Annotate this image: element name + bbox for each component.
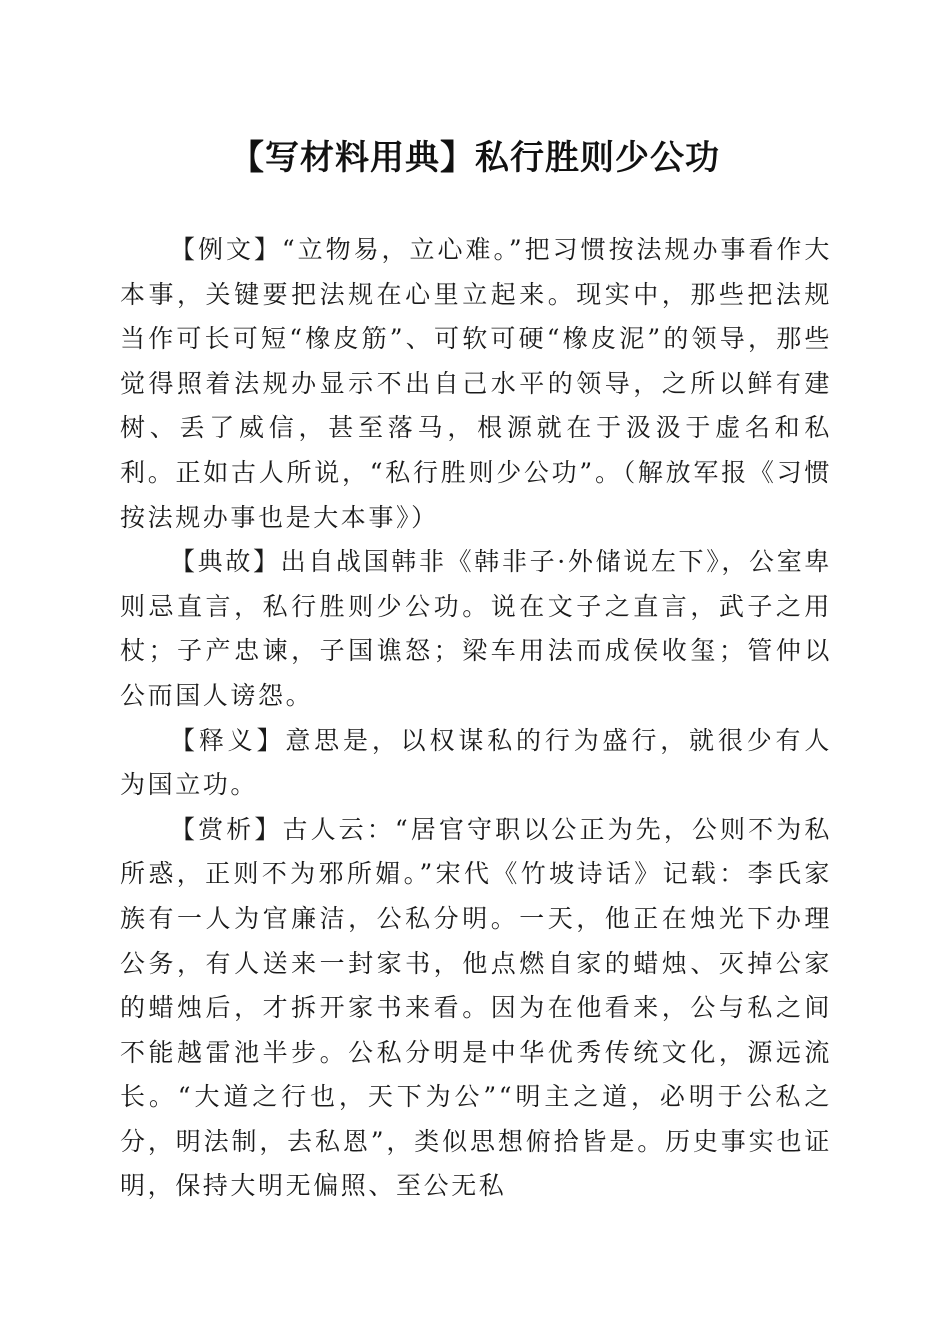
document-body bbox=[120, 228, 832, 1209]
paragraph-text-meaning: 意思是，以权谋私的行为盛行，就很少有人为国立功。 bbox=[120, 725, 832, 800]
paragraph-allusion bbox=[120, 540, 832, 718]
paragraph-text-example: “立物易，立心难。”把习惯按法规办事看作大本事，关键要把法规在心里立起来。现实中，那些把法规当作可长可短“橡皮筋”、可软可硬“橡皮泥”的领导，那些觉得照着法规办显示不出自己水平的领导，之所以鲜有建树、丢了威信，甚至落马，根源就在于汲汲于虚名和私利。正如古人所说，“私行胜则少公功”。（解放军报《习惯按法规办事也是大本事》） bbox=[120, 235, 832, 532]
paragraph-appreciation bbox=[120, 808, 832, 1209]
section-tag-appreciation: 【赏析】 bbox=[170, 814, 283, 844]
section-tag-meaning: 【释义】 bbox=[170, 725, 286, 755]
paragraph-meaning bbox=[120, 719, 832, 808]
section-tag-example: 【例文】 bbox=[170, 235, 282, 264]
paragraph-example bbox=[120, 228, 832, 540]
paragraph-text-allusion: 出自战国韩非《韩非子·外储说左下》，公室卑则忌直言，私行胜则少公功。说在文子之直言，武子之用杖；子产忠谏，子国谯怒；梁车用法而成侯收玺；管仲以公而国人谤怨。 bbox=[120, 547, 832, 710]
paragraph-text-appreciation: 古人云：“居官守职以公正为先，公则不为私所惑，正则不为邪所媚。”宋代《竹坡诗话》记载：李氏家族有一人为官廉洁，公私分明。一天，他正在烛光下办理公务，有人送来一封家书，他点燃自家的蜡烛、灭掉公家的蜡烛后，才拆开家书来看。因为在他看来，公与私之间不能越雷池半步。公私分明是中华优秀传统文化，源远流长。“大道之行也，天下为公”“明主之道，必明于公私之分，明法制，去私恩”，类似思想俯拾皆是。历史事实也证明，保持大明无偏照、至公无私 bbox=[120, 814, 832, 1201]
section-tag-allusion: 【典故】 bbox=[170, 547, 281, 577]
document-title: 【写材料用典】私行胜则少公功 bbox=[230, 138, 720, 178]
